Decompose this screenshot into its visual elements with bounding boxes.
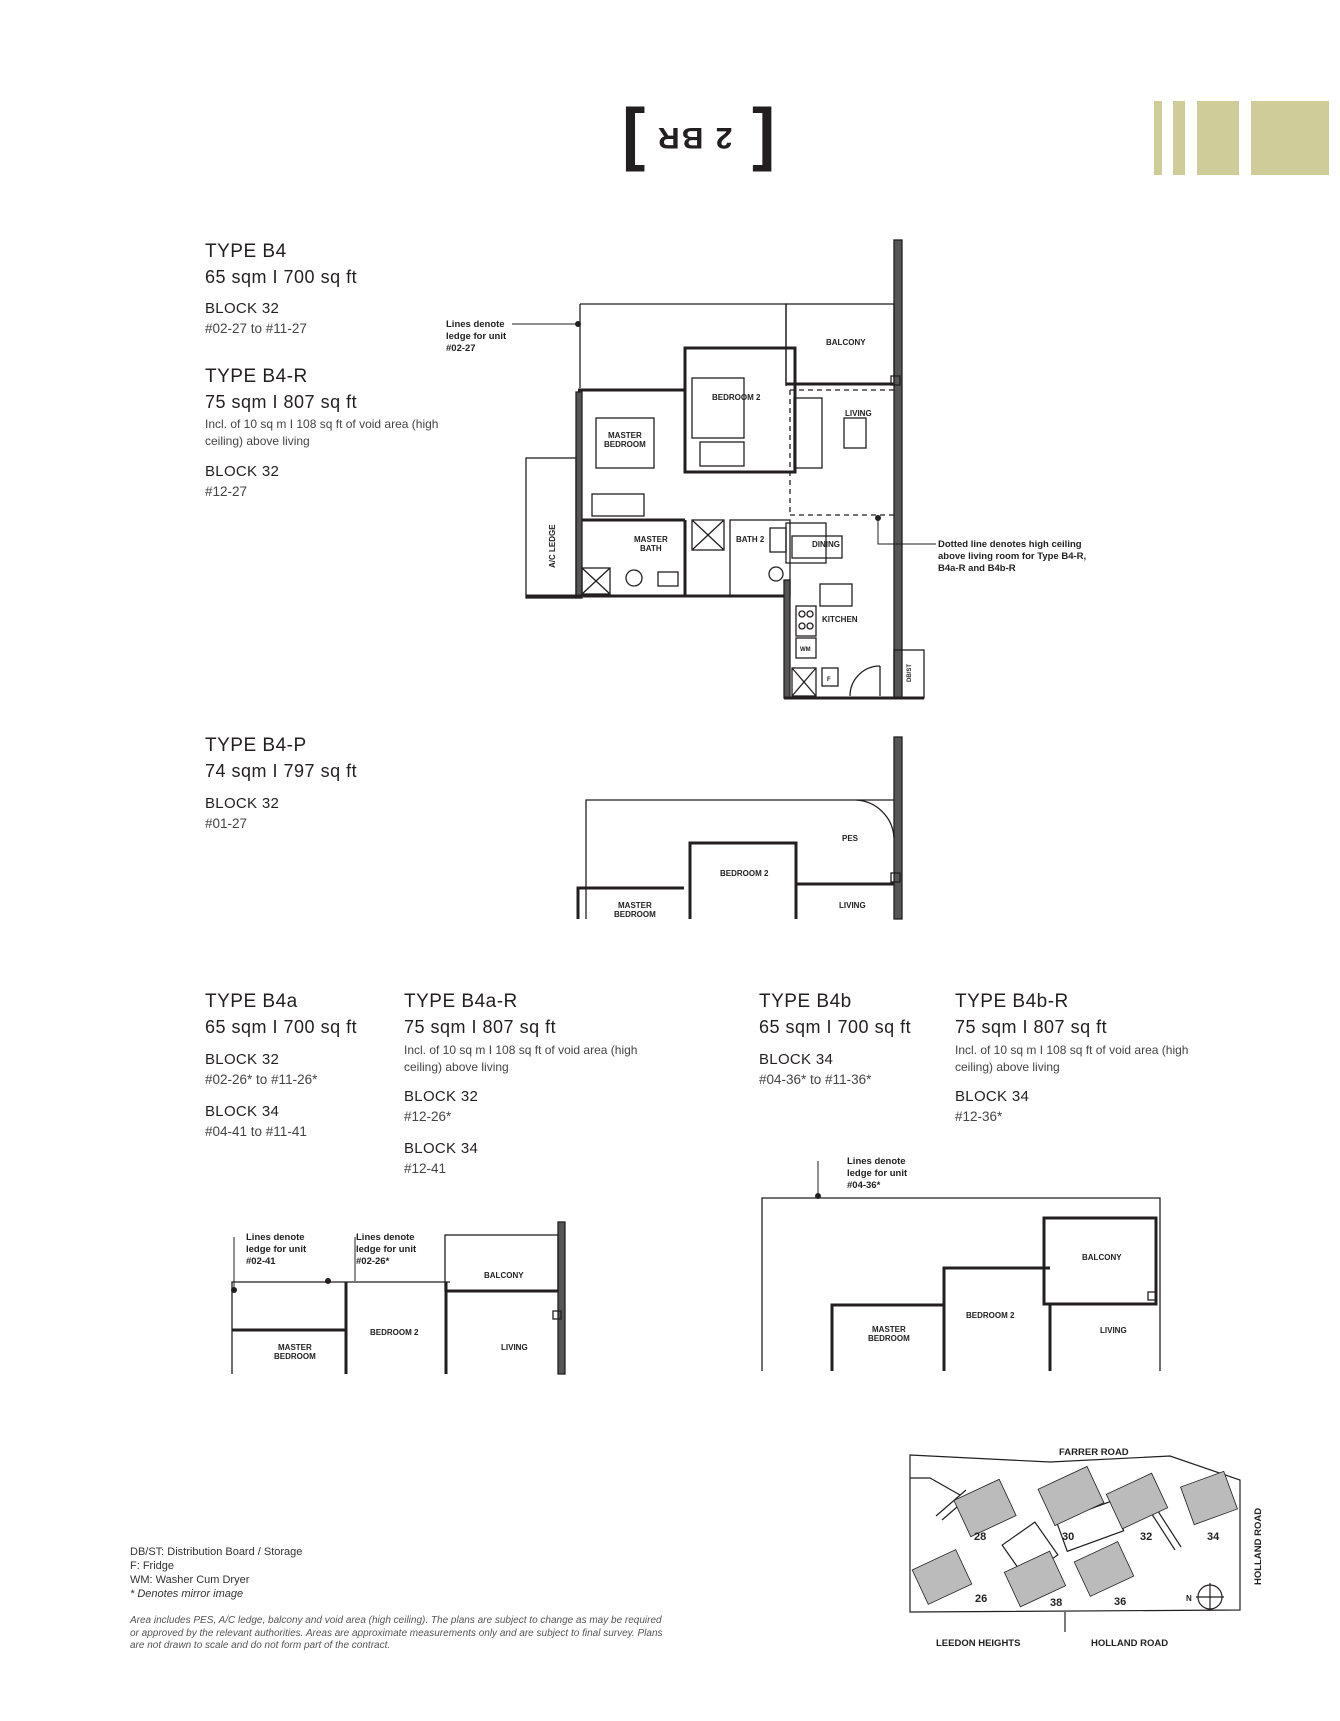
b4-bedroom2-label: BEDROOM 2 (712, 393, 761, 402)
callout-dotted-2: above living room for Type B4-R, (938, 551, 1087, 562)
type-b4p-area: 74 sqm I 797 sq ft (205, 761, 358, 781)
callout-0241-2: ledge for unit (246, 1244, 307, 1255)
callout-0226-2: ledge for unit (356, 1244, 417, 1255)
type-b4-block: BLOCK 32 (205, 300, 280, 317)
b4-balcony-label: BALCONY (826, 338, 866, 347)
b4-dining-label: DINING (812, 540, 840, 549)
site-road-bottom-right: HOLLAND ROAD (1091, 1638, 1169, 1649)
header-title: 2 BR (656, 121, 733, 154)
type-b4a-units-34: #04-41 to #11-41 (205, 1124, 307, 1139)
b4p-master-label-2: BEDROOM (614, 910, 656, 919)
type-b4a-title: TYPE B4a (205, 991, 298, 1012)
callout-0241-3: #02-41 (246, 1256, 276, 1267)
site-road-bottom-left: LEEDON HEIGHTS (936, 1638, 1021, 1649)
type-b4p-block: BLOCK 32 (205, 795, 280, 812)
b4-dbst-label: DB/ST (907, 664, 913, 682)
b4b-master-label-2: BEDROOM (868, 1334, 910, 1343)
type-b4br-note: Incl. of 10 sq m I 108 sq ft of void area (high ceiling) above living (955, 1043, 1189, 1074)
type-b4p-title: TYPE B4-P (205, 735, 307, 756)
type-b4a-units-32: #02-26* to #11-26* (205, 1072, 318, 1087)
b4-master-label-1: MASTER (608, 431, 642, 440)
b4-mbath-label-2: BATH (640, 544, 662, 553)
site-block-38: 38 (1050, 1597, 1063, 1609)
callout-0227-3: #02-27 (446, 343, 476, 354)
b4p-bedroom2-label: BEDROOM 2 (720, 869, 769, 878)
b4b-balcony-label: BALCONY (1082, 1253, 1122, 1262)
b4-kitchen-label: KITCHEN (822, 615, 858, 624)
type-b4ar-title: TYPE B4a-R (404, 991, 518, 1012)
type-b4-title: TYPE B4 (205, 241, 287, 262)
type-b4r-area: 75 sqm I 807 sq ft (205, 392, 358, 412)
b4-fridge-label: F (827, 677, 831, 683)
legend-dbst: DB/ST: Distribution Board / Storage (130, 1546, 303, 1558)
b4b-master-label-1: MASTER (872, 1325, 906, 1334)
site-block-32: 32 (1140, 1531, 1153, 1543)
site-block-34: 34 (1207, 1531, 1220, 1543)
b4-master-label-2: BEDROOM (604, 440, 646, 449)
type-b4a-block-32: BLOCK 32 (205, 1051, 280, 1068)
site-road-top: FARRER ROAD (1059, 1447, 1129, 1458)
type-b4-area: 65 sqm I 700 sq ft (205, 267, 358, 287)
type-b4b-title: TYPE B4b (759, 991, 852, 1012)
type-b4r-note: Incl. of 10 sq m I 108 sq ft of void area (high ceiling) above living (205, 417, 439, 448)
north-icon: N (1186, 1594, 1192, 1603)
b4a-bedroom2-label: BEDROOM 2 (370, 1328, 419, 1337)
b4-living-label: LIVING (845, 409, 872, 418)
legend-fridge: F: Fridge (130, 1560, 175, 1572)
b4a-balcony-label: BALCONY (484, 1271, 524, 1280)
b4b-bedroom2-label: BEDROOM 2 (966, 1311, 1015, 1320)
header-bracket-right: ] (752, 94, 776, 172)
callout-0241-1: Lines denote (246, 1232, 305, 1243)
type-b4ar-note: Incl. of 10 sq m I 108 sq ft of void area (high ceiling) above living (404, 1043, 638, 1074)
b4a-living-label: LIVING (501, 1343, 528, 1352)
type-b4b-block: BLOCK 34 (759, 1051, 834, 1068)
b4p-master-label-1: MASTER (618, 901, 652, 910)
b4-acledge-label: A/C LEDGE (548, 524, 557, 568)
type-b4br-block: BLOCK 34 (955, 1088, 1030, 1105)
type-b4a-block-34: BLOCK 34 (205, 1103, 280, 1120)
callout-dotted-1: Dotted line denotes high ceiling (938, 539, 1082, 550)
type-b4br-title: TYPE B4b-R (955, 991, 1069, 1012)
site-block-30: 30 (1062, 1531, 1075, 1543)
type-b4ar-units-32: #12-26* (404, 1109, 452, 1124)
type-b4p-units: #01-27 (205, 816, 248, 831)
callout-0436-3: #04-36* (847, 1180, 881, 1191)
type-b4a-area: 65 sqm I 700 sq ft (205, 1017, 358, 1037)
type-b4br-area: 75 sqm I 807 sq ft (955, 1017, 1108, 1037)
b4a-master-label-1: MASTER (278, 1343, 312, 1352)
site-block-28: 28 (974, 1531, 987, 1543)
type-b4br-units: #12-36* (955, 1109, 1003, 1124)
callout-0226-3: #02-26* (356, 1256, 390, 1267)
type-b4ar-area: 75 sqm I 807 sq ft (404, 1017, 557, 1037)
site-block-36: 36 (1114, 1596, 1127, 1608)
site-road-right: HOLLAND ROAD (1253, 1507, 1264, 1585)
type-b4ar-units-34: #12-41 (404, 1161, 447, 1176)
callout-0436-2: ledge for unit (847, 1168, 908, 1179)
callout-0226-1: Lines denote (356, 1232, 415, 1243)
b4-wm-label: WM (800, 647, 811, 653)
legend-wm: WM: Washer Cum Dryer (130, 1574, 250, 1586)
type-b4r-title: TYPE B4-R (205, 366, 308, 387)
type-b4ar-block-34: BLOCK 34 (404, 1140, 479, 1157)
callout-0227-2: ledge for unit (446, 331, 507, 342)
type-b4r-units: #12-27 (205, 484, 248, 499)
b4-bath2-label: BATH 2 (736, 535, 765, 544)
b4p-pes-label: PES (842, 834, 859, 843)
site-block-26: 26 (975, 1593, 988, 1605)
type-b4r-block: BLOCK 32 (205, 463, 280, 480)
callout-dotted-3: B4a-R and B4b-R (938, 563, 1016, 574)
b4b-living-label: LIVING (1100, 1326, 1127, 1335)
callout-0227-1: Lines denote (446, 319, 505, 330)
type-b4-units: #02-27 to #11-27 (205, 321, 307, 336)
type-b4b-area: 65 sqm I 700 sq ft (759, 1017, 912, 1037)
header-bracket-left: [ (622, 94, 646, 172)
type-b4ar-block-32: BLOCK 32 (404, 1088, 479, 1105)
type-b4b-units: #04-36* to #11-36* (759, 1072, 872, 1087)
b4a-master-label-2: BEDROOM (274, 1352, 316, 1361)
disclaimer: Area includes PES, A/C ledge, balcony and void area (high ceiling). The plans are subject to change as may be required or approved by the relevant authorities. Areas are approximate measurements only and are subject to final survey. Plans are not drawn to scale and do not form part of the contract. (130, 1615, 663, 1651)
legend-mirror: * Denotes mirror image (130, 1588, 244, 1600)
b4-mbath-label-1: MASTER (634, 535, 668, 544)
callout-0436-1: Lines denote (847, 1156, 906, 1167)
b4p-living-label: LIVING (839, 901, 866, 910)
